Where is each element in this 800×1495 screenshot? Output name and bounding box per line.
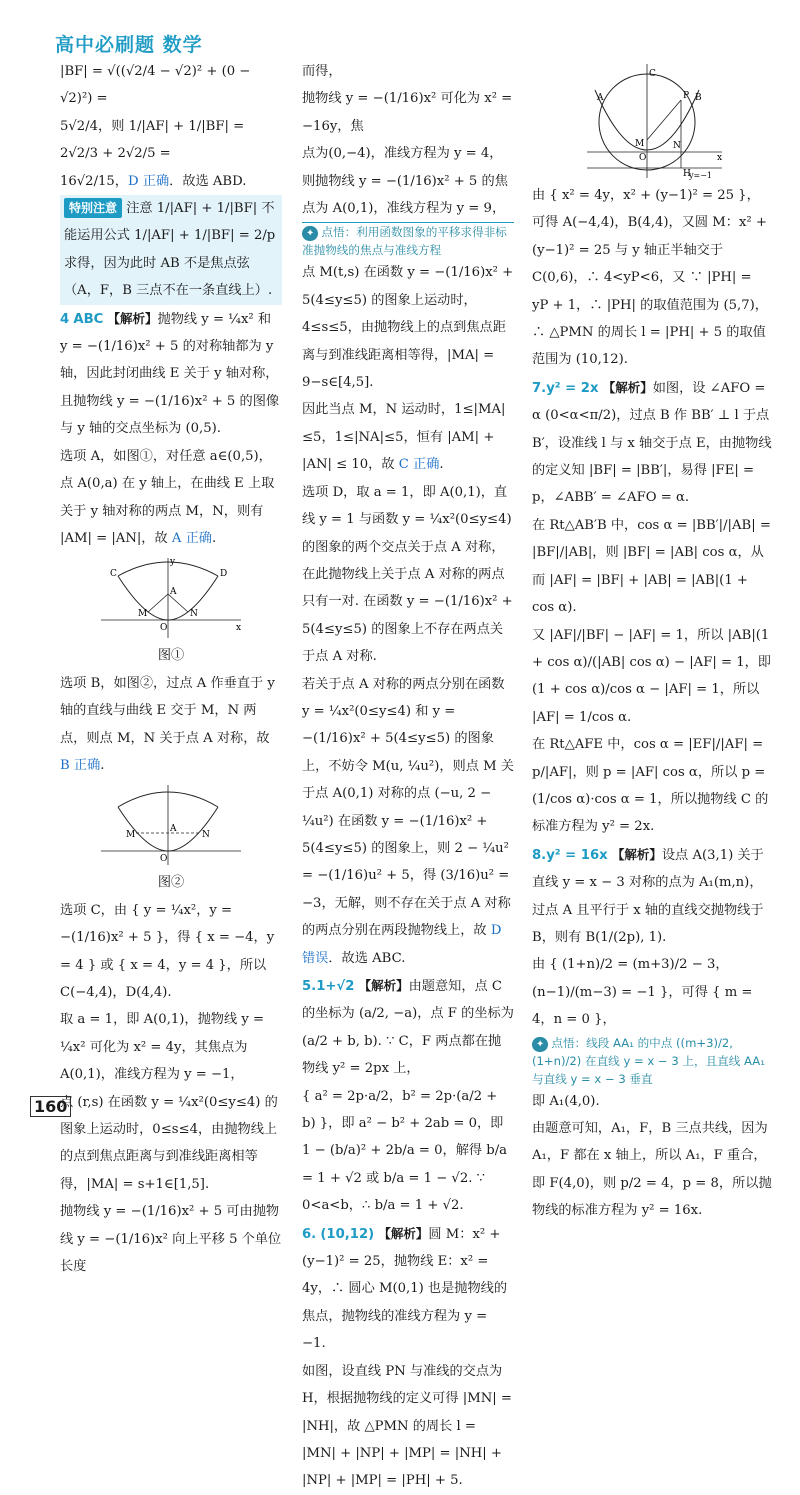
- column-2: [302, 58, 514, 1495]
- text-line: 抛物线 y = −(1/16)x² 可化为 x² = −16y，焦: [302, 91, 513, 134]
- q6-jiexi: 【解析】: [378, 1225, 429, 1241]
- paragraph: 选项 D，取 a = 1，即 A(0,1)，直线 y = 1 与函数 y = ¼x²(0≤y≤4) 的图象的两个交点关于点 A 对称，在此抛物线上关于点 A 对称的两点只有一对. 在函数 y = −(1/16)x² + 5(4≤y≤5) 的图象上不存在两点关于点 A 对称.: [302, 484, 513, 665]
- paragraph: 若关于点 A 对称的两点分别在函数 y = ¼x²(0≤y≤4) 和 y = −(1/16)x² + 5(4≤y≤5) 的图象上，不妨令 M(u, ¼u²)，则点 M 关于点 A(0,1) 对称的点 (−u, 2 − ¼u²) 在函数 y = −(1/16)x² + 5(4≤y≤5) 的图象上，则 2 − ¼u² = −(1/16)u² + 5，得 (3/16)u² = −3，无解，则不存在关于点 A 对称的两点分别在两段抛物线上，故 D 错误．故选 ABC.: [302, 676, 514, 966]
- q4-option-a: 选项 A，如图①，对任意 a∈(0,5)，点 A(0,a) 在 y 轴上，在曲线 E 上取关于 y 轴对称的两点 M，N，则有 |AM| = |AN|，故 A 正确.: [60, 448, 275, 546]
- tip-note-1: ✦ 点悟：利用函数图象的平移求得非标准抛物线的焦点与准线方程: [302, 225, 507, 258]
- figure-1: [96, 554, 246, 640]
- text-line: 而得，: [302, 64, 342, 79]
- svg-text:M: M: [138, 609, 148, 620]
- q4-option-c-3: 点 (r,s) 在函数 y = ¼x²(0≤y≤4) 的图象上运动时，0≤s≤4，由抛物线上的点到焦点距离与到准线距离相等得，|MA| = s+1∈[1,5].: [60, 1094, 278, 1192]
- q8-number: 8.: [532, 847, 547, 863]
- paragraph: 由题意可知，A₁，F，B 三点共线，因为 A₁，F 都在 x 轴上，所以 A₁，F 重合，即 F(4,0)，则 p/2 = 4，p = 8，所以抛物线的标准方程为 y² = 16x.: [532, 1121, 772, 1219]
- d-correct: D 正确: [128, 173, 170, 189]
- d-wrong: D 错误: [302, 923, 502, 966]
- svg-text:D: D: [220, 569, 228, 580]
- figure-q6: [577, 60, 727, 180]
- figure-2: [96, 781, 246, 867]
- svg-text:N: N: [202, 830, 210, 841]
- tip-note-2: ✦ 点悟：线段 AA₁ 的中点 ((m+3)/2, (1+n)/2) 在直线 y = x − 3 上，且直线 AA₁ 与直线 y = x − 3 垂直: [532, 1035, 765, 1086]
- c-correct: C 正确: [398, 457, 440, 473]
- svg-text:P: P: [683, 91, 690, 101]
- paragraph: 因此当点 M，N 运动时，1≤|MA|≤5，1≤|NA|≤5，恒有 |AM| + |AN| ≤ 10，故 C 正确.: [302, 402, 506, 473]
- svg-text:O: O: [639, 153, 647, 163]
- column-3: [532, 58, 772, 1225]
- svg-text:O: O: [160, 854, 168, 865]
- q8-answer: y² = 16x: [546, 847, 608, 863]
- paragraph: 在 Rt△AFE 中，cos α = |EF|/|AF| = p/|AF|，则 p = |AF| cos α，所以 p = (1/cos α)·cos α = 1，所以抛物线 C 的标准方程为 y² = 2x.: [532, 737, 769, 835]
- text-line: 16√2/15，D 正确．故选 ABD.: [60, 173, 247, 189]
- q4-option-b: 选项 B，如图②，过点 A 作垂直于 y 轴的直线与曲线 E 交于 M，N 两点，则点 M，N 关于点 A 对称，故 B 正确.: [60, 675, 275, 773]
- svg-text:O: O: [160, 623, 168, 634]
- q6-paragraph: 6. (10,12) 【解析】圆 M：x² + (y−1)² = 25，抛物线 E：x² = 4y，∴ 圆心 M(0,1) 也是抛物线的焦点，抛物线的准线方程为 y = −1.: [302, 1225, 508, 1352]
- paragraph: 由 { x² = 4y，x² + (y−1)² = 25 }，可得 A(−4,4)，B(4,4)，又圆 M：x² + (y−1)² = 25 与 y 轴正半轴交于 C(0,6)，∴ 4<yP<6，又 ∵ |PH| = yP + 1，∴ |PH| 的取值范围为 (5,7)，∴ △PMN 的周长 l = |PH| + 5 的取值范围为 (10,12).: [532, 188, 768, 368]
- svg-text:B: B: [695, 93, 702, 103]
- svg-text:A: A: [597, 93, 604, 103]
- q4-number: 4: [60, 311, 70, 327]
- svg-text:y: y: [170, 557, 176, 568]
- b-correct: B 正确: [60, 757, 101, 773]
- q7-number: 7.: [532, 380, 547, 396]
- paragraph: { a² = 2p·a/2，b² = 2p·(a/2 + b) }，即 a² − b² + 2ab = 0，即 1 − (b/a)² + 2b/a = 0，解得 b/a = 1 + √2 或 b/a = 1 − √2. ∵ 0<a<b，∴ b/a = 1 + √2.: [302, 1088, 508, 1214]
- svg-text:x: x: [717, 153, 723, 163]
- svg-text:y=−1: y=−1: [689, 171, 713, 180]
- svg-text:N: N: [190, 609, 198, 620]
- paragraph: 又 |AF|/|BF| − |AF| = 1，所以 |AB|(1 + cos α)/(|AB| cos α) − |AF| = 1，即 (1 + cos α)/cos α − |AF| = 1，所以 |AF| = 1/cos α.: [532, 627, 771, 725]
- tip-icon: ✦: [532, 1037, 548, 1052]
- page-number: 160: [30, 1096, 71, 1117]
- q4-option-c-1: 选项 C，由 { y = ¼x²，y = −(1/16)x² + 5 }，得 { x = −4，y = 4 } 或 { x = 4，y = 4 }，所以 C(−4,4)，D(4,4).: [60, 902, 275, 1000]
- svg-text:H: H: [683, 169, 691, 179]
- column-1: [60, 58, 282, 1280]
- text-line-underlined: 点为(0,−4)，准线方程为 y = 4，则抛物线 y = −(1/16)x² + 5 的焦点为 A(0,1)，准线方程为 y = 9，: [302, 140, 514, 223]
- svg-text:M: M: [126, 830, 136, 841]
- svg-text:N: N: [673, 141, 681, 151]
- q5-answer: 1+√2: [316, 979, 355, 994]
- svg-text:C: C: [649, 69, 656, 79]
- special-badge: 特别注意: [64, 198, 122, 218]
- tip-icon: ✦: [302, 226, 318, 241]
- q4-jiexi: 【解析】: [107, 310, 158, 326]
- text-line: 5√2/4，则 1/|AF| + 1/|BF| = 2√2/3 + 2√2/5 =: [60, 118, 245, 162]
- svg-text:x: x: [236, 623, 242, 634]
- page-header-title: 高中必刷题 数学: [55, 34, 203, 56]
- q4-answer: ABC: [73, 311, 104, 327]
- paragraph: 点 M(t,s) 在函数 y = −(1/16)x² + 5(4≤y≤5) 的图象上运动时，4≤s≤5，由抛物线上的点到焦点距离与到准线距离相等得，|MA| = 9−s∈[4,5].: [302, 265, 514, 391]
- figure-2-caption: 图②: [157, 875, 185, 891]
- q7-jiexi: 【解析】: [602, 379, 653, 395]
- q7-paragraph: 7.y² = 2x 【解析】如图，设 ∠AFO = α (0<α<π/2)，过点 B 作 BB′ ⊥ l 于点 B′，设准线 l 与 x 轴交于点 E，由抛物线的定义知 |BF| = |BB′|，易得 |FE| = p，∠ABB′ = ∠AFO = α.: [532, 379, 772, 506]
- q4-option-c-2: 取 a = 1，即 A(0,1)，抛物线 y = ¼x² 可化为 x² = 4y，其焦点为 A(0,1)，准线方程为 y = −1，: [60, 1012, 265, 1083]
- q8-paragraph: 8.y² = 16x 【解析】设点 A(3,1) 关于直线 y = x − 3 对称的点为 A₁(m,n)，过点 A 且平行于 x 轴的直线交抛物线于 B，则有 B(1/(2p), 1).: [532, 846, 764, 945]
- q7-answer: y² = 2x: [546, 380, 599, 396]
- svg-text:C: C: [110, 569, 117, 580]
- q6-answer: (10,12): [320, 1226, 375, 1242]
- svg-text:M: M: [635, 139, 645, 149]
- q5-paragraph: 5.1+√2 【解析】由题意知，点 C 的坐标为 (a/2, −a)，点 F 的坐标为 (a/2 + b, b). ∵ C，F 两点都在抛物线 y² = 2px 上，: [302, 978, 514, 1077]
- paragraph: 在 Rt△AB′B 中，cos α = |BB′|/|AB| = |BF|/|AB|，则 |BF| = |AB| cos α，从而 |AF| = |BF| + |AB| = |AB|(1 + cos α).: [532, 517, 771, 616]
- svg-text:A: A: [170, 824, 177, 835]
- a-correct: A 正确: [171, 530, 212, 546]
- paragraph: 由 { (1+n)/2 = (m+3)/2 − 3，(n−1)/(m−3) = −1 }，可得 { m = 4，n = 0 }，: [532, 957, 753, 1028]
- q5-number: 5.: [302, 979, 317, 994]
- paragraph: 即 A₁(4,0).: [532, 1093, 600, 1109]
- special-note: 特别注意 注意 1/|AF| + 1/|BF| 不能运用公式 1/|AF| + 1/|BF| = 2/p 求得，因为此时 AB 不是焦点弦（A，F，B 三点不在一条直线上）.: [60, 195, 282, 305]
- figure-1-caption: 图①: [157, 648, 185, 664]
- q4-paragraph: 4 ABC 【解析】抛物线 y = ¼x² 和 y = −(1/16)x² + 5 的对称轴都为 y 轴，因此封闭曲线 E 关于 y 轴对称，且抛物线 y = −(1/16)x² + 5 的图像与 y 轴的交点坐标为 (0,5).: [60, 310, 280, 437]
- q5-jiexi: 【解析】: [358, 978, 409, 993]
- text-line: |BF| = √((√2/4 − √2)² + (0 − √2)²) =: [60, 64, 251, 107]
- q8-jiexi: 【解析】: [611, 846, 662, 862]
- paragraph: 如图，设直线 PN 与准线的交点为 H，根据抛物线的定义可得 |MN| = |NH|，故 △PMN 的周长 l = |MN| + |NP| + |MP| = |NH| + |NP| + |MP| = |PH| + 5.: [302, 1363, 512, 1489]
- q6-number: 6.: [302, 1226, 317, 1242]
- svg-text:A: A: [170, 587, 177, 598]
- q4-option-c-4: 抛物线 y = −(1/16)x² + 5 可由抛物线 y = −(1/16)x² 向上平移 5 个单位长度: [60, 1204, 282, 1275]
